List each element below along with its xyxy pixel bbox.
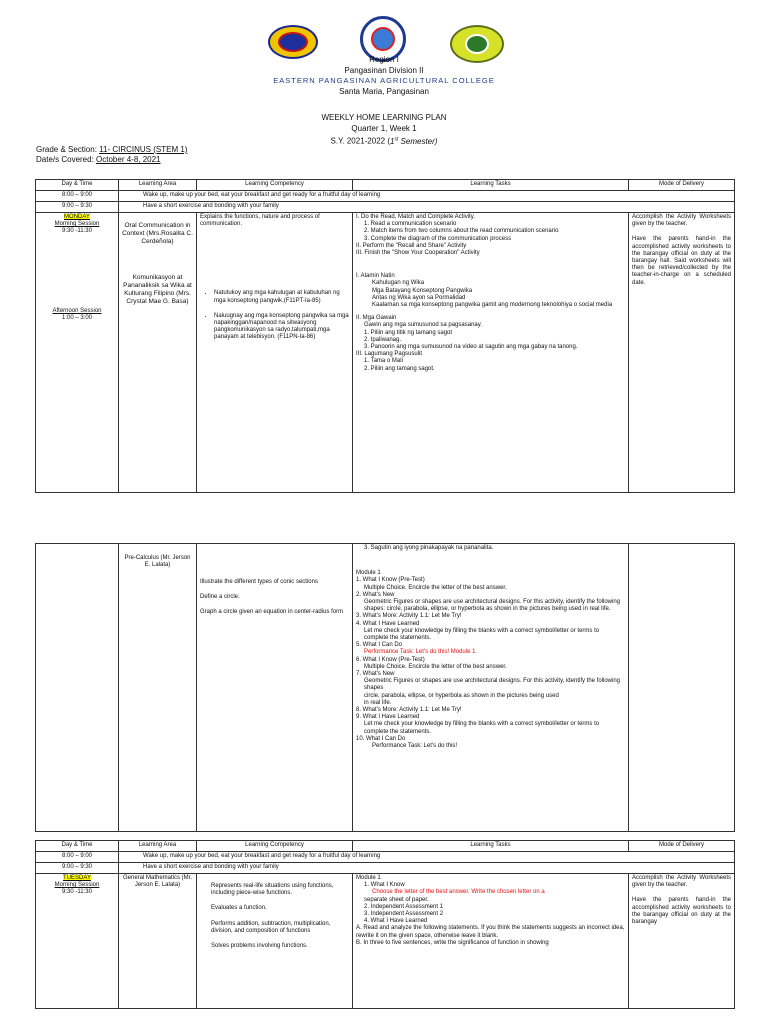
task-line: 3. Sagutin ang iyong pinakapayak na pananalita. bbox=[364, 545, 494, 551]
task-line: 7. What's New bbox=[356, 671, 395, 678]
task-line: 3. Independent Assessment 2 bbox=[364, 911, 444, 918]
learning-area-cell bbox=[119, 874, 197, 1009]
mode-of-delivery: Have the parents hand-in the accomplished activity worksheets to the barangay official on duty at the barangay hall. Said worksheets will then be retrieved/collected by the teacher-in-charge on a scheduled date. bbox=[632, 236, 731, 286]
task-line: 2. Piliin ang tamang sagot. bbox=[364, 365, 435, 372]
mode-cell bbox=[629, 213, 735, 493]
task-line: Antas ng Wika ayon sa Pormalidad bbox=[372, 294, 466, 301]
task-line: Gawin ang mga sumusunod sa pagsasanay. bbox=[364, 322, 482, 329]
session-label: Morning Session bbox=[54, 882, 100, 889]
task-line: I. Do the Read, Match and Complete Activity. bbox=[356, 214, 475, 220]
monday-day-cell bbox=[36, 213, 119, 493]
task-line: 2. Match items from two columns about the read communication scenario bbox=[364, 228, 559, 235]
task-line: I. Alamin Natin bbox=[356, 273, 395, 280]
task-line: B. In three to five sentences, write the significance of function in showing bbox=[356, 939, 549, 946]
task-line: Geometric Figures or shapes are use architectural designs. For this activity, identify the following shapes bbox=[364, 678, 621, 692]
time-cell: 8:00 – 9:00 bbox=[36, 191, 119, 202]
task-line: circle, parabola, ellipse, or hyperbola as shown in the pictures being used bbox=[364, 692, 559, 699]
grade-section: Grade & Section: 11- CIRCINUS (STEM 1) bbox=[36, 145, 188, 154]
task-line: 5. What I Can Do bbox=[356, 642, 403, 649]
region-label: Region I bbox=[369, 55, 399, 64]
task-line: 10. What I Can Do bbox=[356, 735, 406, 742]
task-line: Kahulugan ng Wika bbox=[372, 280, 425, 287]
task-line: 3. Complete the diagram of the communication process bbox=[364, 235, 512, 242]
school-year-label: S.Y. 2021-2022 (1st Semester) bbox=[330, 136, 438, 146]
day-cell bbox=[36, 544, 119, 832]
col-header: Learning Area bbox=[119, 841, 197, 852]
task-line: Let me check your knowledge by filling the blanks with a correct symbol/letter or terms to complete the statements. bbox=[364, 721, 600, 735]
document-title: WEEKLY HOME LEARNING PLAN bbox=[321, 113, 447, 122]
task-line: 4. What I Have Learned bbox=[356, 620, 420, 627]
day-label: TUESDAY bbox=[63, 875, 91, 881]
learning-area: Pre-Calculus (Mr. Jerson E. Lalata) bbox=[124, 555, 191, 569]
task-line: 1. What I Know (Pre-Test) bbox=[356, 577, 425, 584]
quarter-label: Quarter 1, Week 1 bbox=[351, 124, 417, 133]
task-line: Module 1 bbox=[356, 875, 381, 881]
competency-cell bbox=[197, 874, 353, 1009]
routine-cell: Wake up, make up your bed, eat your breakfast and get ready for a fruitful day of learning bbox=[119, 191, 735, 202]
time-cell: 8:00 – 9:00 bbox=[36, 852, 119, 863]
col-header: Learning Competency bbox=[197, 180, 353, 191]
dates-covered: Date/s Covered: October 4-8, 2021 bbox=[36, 155, 161, 164]
competency: Illustrate the different types of conic sections bbox=[200, 579, 318, 585]
tuesday-day-cell bbox=[36, 874, 119, 1009]
task-line: A. Read and analyze the following statements. If you think the statements suggests an incorrect idea, rewrite it on the given space, otherwise leave it blank. bbox=[356, 925, 625, 939]
routine-cell: Wake up, make up your bed, eat your breakfast and get ready for a fruitful day of learning bbox=[119, 852, 735, 863]
competency: Performs addition, subtraction, multiplication, division, and composition of functions bbox=[211, 920, 331, 934]
task-line: Choose the letter of the best answer. Write the chosen letter on a bbox=[372, 889, 545, 896]
task-line: Performance Task: Let's do this! bbox=[372, 743, 458, 750]
task-line: in real life. bbox=[364, 699, 392, 706]
task-line: Kaalaman sa mga konseptong pangwika gamit ang modernong teknolohiya o social media bbox=[372, 302, 613, 309]
session-time: 9:30 -11:30 bbox=[62, 889, 92, 896]
col-header: Day & Time bbox=[36, 841, 119, 852]
task-line: 4. What I Have Learned bbox=[364, 918, 428, 925]
col-header: Learning Tasks bbox=[353, 841, 629, 852]
task-line: 9. What I Have Learned bbox=[356, 714, 420, 721]
task-line: 2. Independent Assessment 1 bbox=[364, 903, 444, 910]
tasks-cell bbox=[353, 213, 629, 493]
task-line: Geometric Figures or shapes are use architectural designs. For this activity, identify the following shapes: circle, parabola, ellipse, or hyperbola as shown in the pictures being used in real life. bbox=[364, 599, 621, 613]
task-line: 1. Tama o Mali bbox=[364, 358, 403, 365]
school-seal-left-icon bbox=[268, 25, 318, 59]
task-line: 3. Panoorin ang mga sumusunod na video at sagutin ang mga gabay na tanong. bbox=[364, 344, 578, 351]
task-line: Mga Batayang Konseptong Pangwika bbox=[372, 287, 473, 294]
col-header: Learning Area bbox=[119, 180, 197, 191]
task-line: Module 1 bbox=[356, 570, 381, 577]
competency: Explains the functions, nature and process of communication. bbox=[200, 214, 320, 228]
college-name: EASTERN PANGASINAN AGRICULTURAL COLLEGE bbox=[273, 76, 495, 85]
routine-cell: Have a short exercise and bonding with your family bbox=[119, 863, 735, 874]
learning-area: General Mathematics (Mr. Jerson E. Lalata) bbox=[122, 875, 193, 889]
competency: Solves problems involving functions. bbox=[211, 943, 308, 950]
time-cell: 9:00 – 9:30 bbox=[36, 202, 119, 213]
competency: • Naiuugnay ang mga konseptong pangwika sa mga napakinggan/napanood na sitwasyong pangkomunikasyon sa radyo,talumpati,mga panayam at telebisyon. (F11PN-Ia-86) bbox=[214, 313, 349, 342]
session-label: Morning Session bbox=[54, 221, 100, 228]
task-line: 1. Piliin ang titik ng tamang sagot bbox=[364, 329, 453, 336]
mode-of-delivery: Accomplish the Activity Worksheets given by the teacher. bbox=[632, 875, 731, 889]
session-time: 9:30 -11:30 bbox=[62, 228, 92, 235]
task-line: 8. What's More: Activity 1.1: Let Me Try! bbox=[356, 707, 462, 714]
learning-area: Oral Communication in Context (Mrs.Rosalita C. Cerdeñola) bbox=[122, 222, 193, 245]
precalculus-plan-table bbox=[35, 543, 735, 832]
competency: Represents real-life situations using functions, including piece-wise functions. bbox=[211, 883, 334, 897]
tuesday-plan-table bbox=[35, 840, 735, 1009]
task-line: separate sheet of paper. bbox=[364, 896, 429, 903]
session-label: Afternoon Session bbox=[52, 307, 102, 314]
task-line: 2. Ipaliwanag. bbox=[364, 336, 402, 343]
learning-area-cell bbox=[119, 544, 197, 832]
competency-cell bbox=[197, 544, 353, 832]
mode-of-delivery: Accomplish the Activity Worksheets given by the teacher. bbox=[632, 214, 731, 228]
competency: Graph a circle given an equation in center-radius form bbox=[200, 609, 344, 616]
task-line: 1. Read a communication scenario bbox=[364, 221, 457, 228]
mode-of-delivery: Have the parents hand-in the accomplished activity worksheets to the barangay official on duty at the barangay bbox=[632, 897, 731, 926]
competency: • Natutukoy ang mga kahulugan at kabuluhan ng mga konseptong pangwik.(F11PT-Ia-85) bbox=[214, 290, 349, 304]
competency: Define a circle. bbox=[200, 594, 240, 601]
day-label: MONDAY bbox=[64, 214, 90, 220]
session-time: 1:00 – 3:00 bbox=[61, 314, 93, 321]
routine-cell: Have a short exercise and bonding with your family bbox=[119, 202, 735, 213]
learning-area: Komunikasyon at Pananaliksik sa Wika at Kulturang Filipino (Mrs. Crystal Mae G. Basa) bbox=[123, 274, 192, 305]
learning-area-cell bbox=[119, 213, 197, 493]
tasks-cell bbox=[353, 544, 629, 832]
task-line: 6. What I Know (Pre-Test) bbox=[356, 656, 425, 663]
col-header: Learning Tasks bbox=[353, 180, 629, 191]
task-line: 2. What's New bbox=[356, 591, 395, 598]
task-line: 3. What's More: Activity 1.1: Let Me Try! bbox=[356, 613, 462, 620]
competency: Evaluates a function. bbox=[211, 905, 267, 912]
division-label: Pangasinan Division II bbox=[344, 66, 424, 75]
task-line: Multiple Choice. Encircle the letter of the best answer. bbox=[364, 584, 507, 591]
competency-cell bbox=[197, 213, 353, 493]
task-line: III. Lagumang Pagsusulit bbox=[356, 351, 423, 358]
task-line: 1. What I Know bbox=[364, 882, 405, 889]
col-header: Mode of Delivery bbox=[629, 180, 735, 191]
task-line: II. Perform the "Recall and Share" Activity bbox=[356, 242, 467, 249]
task-line: Let me check your knowledge by filling the blanks with a correct symbol/letter or terms to complete the statements. bbox=[364, 627, 600, 642]
task-line: III. Finish the "Show Your Cooperation" Activity bbox=[356, 250, 480, 257]
mode-cell bbox=[629, 544, 735, 832]
col-header: Day & Time bbox=[36, 180, 119, 191]
tasks-cell bbox=[353, 874, 629, 1009]
task-line: II. Mga Gawain bbox=[356, 315, 397, 322]
college-location: Santa Maria, Pangasinan bbox=[339, 87, 429, 96]
task-line: Multiple Choice. Encircle the letter of the best answer. bbox=[364, 663, 507, 670]
col-header: Learning Competency bbox=[197, 841, 353, 852]
task-line: Performance Task: Let's do this! Module 1 bbox=[364, 649, 476, 656]
time-cell: 9:00 – 9:30 bbox=[36, 863, 119, 874]
col-header: Mode of Delivery bbox=[629, 841, 735, 852]
monday-plan-table bbox=[35, 179, 735, 493]
mode-cell bbox=[629, 874, 735, 1009]
